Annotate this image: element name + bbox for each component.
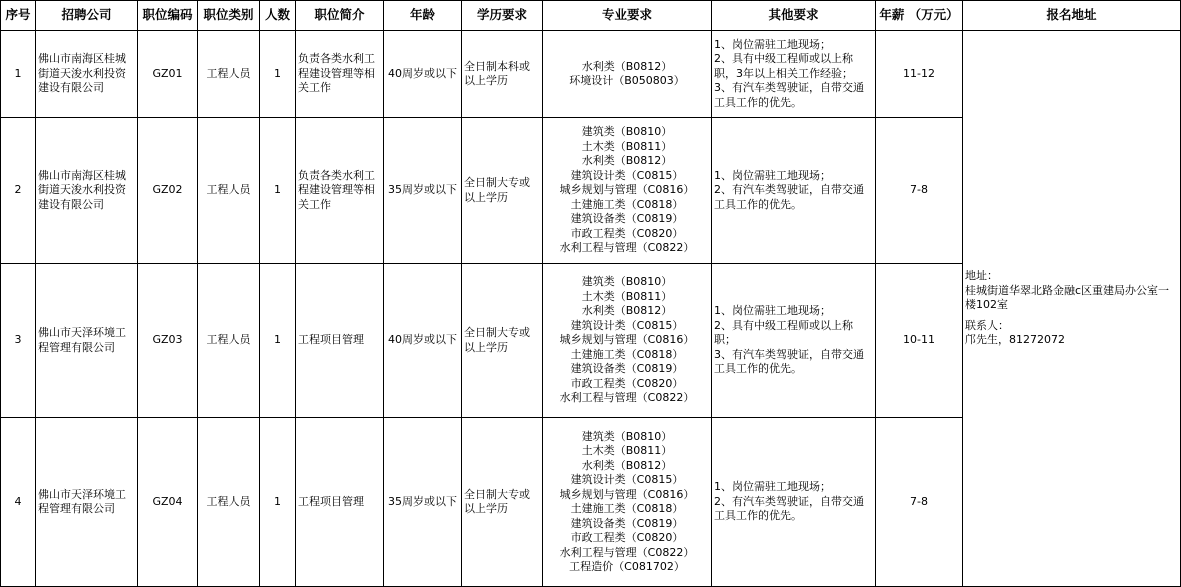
major-item: 水利类（B0812） (581, 59, 673, 73)
major-item: 城乡规划与管理（C0816） (559, 183, 695, 197)
major-item: 建筑设备类（C0819） (570, 516, 684, 530)
header-intro: 职位简介 (296, 1, 384, 31)
contact-info: 邝先生，81272072 (965, 333, 1065, 347)
header-category: 职位类别 (198, 1, 260, 31)
table-row (1, 31, 1181, 118)
major-item: 环境设计（B050803） (569, 74, 685, 87)
annual-salary: 7-8 (876, 418, 963, 587)
annual-salary: 7-8 (876, 118, 963, 264)
header-company: 招聘公司 (36, 1, 138, 31)
header-count: 人数 (260, 1, 296, 31)
header-code: 职位编码 (138, 1, 198, 31)
major-requirements (543, 118, 712, 264)
major-item: 水利工程与管理（C0822） (559, 241, 695, 255)
position-intro: 负责各类水利工程建设管理等相关工作 (296, 31, 384, 118)
requirement-item: 2、有汽车类驾驶证，自带交通工具工作的优先。 (714, 494, 864, 523)
education-requirement: 全日制本科或以上学历 (462, 31, 543, 118)
header-other: 其他要求 (712, 1, 876, 31)
position-code: GZ02 (138, 118, 198, 264)
major-item: 土建施工类（C0818） (570, 502, 684, 515)
row-number: 4 (1, 418, 36, 587)
position-code: GZ03 (138, 264, 198, 418)
major-item: 土木类（B0811） (581, 289, 673, 303)
headcount: 1 (260, 418, 296, 587)
row-number: 2 (1, 118, 36, 264)
position-category: 工程人员 (198, 264, 260, 418)
requirement-item: 1、岗位需驻工地现场； (714, 168, 831, 182)
major-item: 城乡规划与管理（C0816） (559, 487, 695, 501)
major-item: 城乡规划与管理（C0816） (559, 333, 695, 347)
education-requirement: 全日制大专或以上学历 (462, 418, 543, 587)
age-limit: 35周岁或以下 (384, 118, 462, 264)
major-item: 水利工程与管理（C0822） (559, 545, 695, 559)
header-salary: 年薪 （万元） (876, 1, 963, 31)
age-limit: 40周岁或以下 (384, 31, 462, 118)
annual-salary: 10-11 (876, 264, 963, 418)
address-label: 地址： (965, 269, 998, 283)
requirement-item: 2、具有中级工程师或以上称职； (714, 318, 853, 347)
company-name: 佛山市南海区桂城街道天浚水利投资建设有限公司 (36, 118, 138, 264)
major-item: 水利类（B0812） (581, 458, 673, 472)
requirement-item: 3、有汽车类驾驶证，自带交通工具工作的优先。 (714, 81, 864, 109)
major-item: 建筑设备类（C0819） (570, 212, 684, 226)
header-age: 年龄 (384, 1, 462, 31)
requirement-item: 1、岗位需驻工地现场； (714, 304, 831, 318)
requirement-item: 1、岗位需驻工地现场； (714, 480, 831, 494)
major-item: 土木类（B0811） (581, 444, 673, 457)
major-item: 建筑设备类（C0819） (570, 362, 684, 376)
position-category: 工程人员 (198, 418, 260, 587)
major-item: 建筑类（B0810） (581, 275, 673, 289)
major-item: 市政工程类（C0820） (570, 226, 684, 240)
other-requirements (712, 31, 876, 118)
header-majors: 专业要求 (543, 1, 712, 31)
other-requirements (712, 418, 876, 587)
requirement-item: 2、有汽车类驾驶证，自带交通工具工作的优先。 (714, 183, 864, 211)
requirement-item: 1、岗位需驻工地现场； (714, 37, 831, 51)
major-item: 工程造价（C081702） (569, 560, 685, 573)
row-number: 1 (1, 31, 36, 118)
major-item: 水利类（B0812） (581, 304, 673, 318)
major-item: 建筑类（B0810） (581, 429, 673, 443)
major-item: 土建施工类（C0818） (570, 347, 684, 361)
age-limit: 35周岁或以下 (384, 418, 462, 587)
requirement-item: 3、有汽车类驾驶证，自带交通工具工作的优先。 (714, 347, 864, 376)
registration-address (963, 31, 1181, 587)
major-requirements (543, 418, 712, 587)
position-intro: 负责各类水利工程建设管理等相关工作 (296, 118, 384, 264)
other-requirements (712, 264, 876, 418)
company-name: 佛山市天泽环境工程管理有限公司 (36, 418, 138, 587)
position-category: 工程人员 (198, 31, 260, 118)
position-category: 工程人员 (198, 118, 260, 264)
major-item: 市政工程类（C0820） (570, 531, 684, 544)
header-no: 序号 (1, 1, 36, 31)
position-code: GZ04 (138, 418, 198, 587)
major-item: 水利类（B0812） (581, 154, 673, 168)
address-text: 桂城街道华翠北路金融c区重建局办公室一楼102室 (965, 283, 1170, 312)
header-address: 报名地址 (963, 1, 1181, 31)
header-row (1, 1, 1181, 31)
major-item: 市政工程类（C0820） (570, 376, 684, 390)
row-number: 3 (1, 264, 36, 418)
education-requirement: 全日制大专或以上学历 (462, 118, 543, 264)
major-requirements (543, 31, 712, 118)
company-name: 佛山市南海区桂城街道天浚水利投资建设有限公司 (36, 31, 138, 118)
major-item: 土建施工类（C0818） (570, 197, 684, 211)
major-item: 建筑设计类（C0815） (570, 318, 684, 332)
company-name: 佛山市天泽环境工程管理有限公司 (36, 264, 138, 418)
major-item: 水利工程与管理（C0822） (559, 391, 695, 405)
major-requirements (543, 264, 712, 418)
education-requirement: 全日制大专或以上学历 (462, 264, 543, 418)
major-item: 建筑类（B0810） (581, 125, 673, 139)
headcount: 1 (260, 118, 296, 264)
other-requirements (712, 118, 876, 264)
age-limit: 40周岁或以下 (384, 264, 462, 418)
major-item: 土木类（B0811） (581, 139, 673, 153)
requirement-item: 2、具有中级工程师或以上称职，3年以上相关工作经验； (714, 52, 853, 80)
position-code: GZ01 (138, 31, 198, 118)
annual-salary: 11-12 (876, 31, 963, 118)
major-item: 建筑设计类（C0815） (570, 168, 684, 182)
headcount: 1 (260, 264, 296, 418)
headcount: 1 (260, 31, 296, 118)
contact-label: 联系人： (965, 318, 1009, 332)
header-education: 学历要求 (462, 1, 543, 31)
position-intro: 工程项目管理 (296, 264, 384, 418)
major-item: 建筑设计类（C0815） (570, 473, 684, 486)
position-intro: 工程项目管理 (296, 418, 384, 587)
